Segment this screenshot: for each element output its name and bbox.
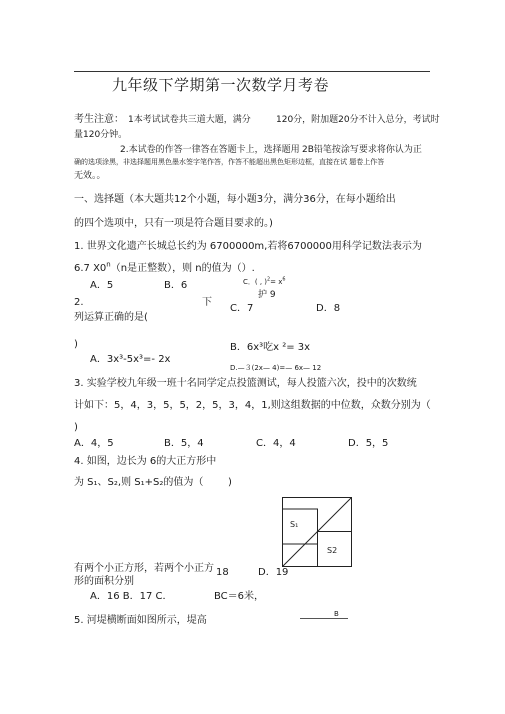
q4-stem-4: 形的面积分别 (74, 576, 134, 587)
q1-option-b: B．6 (164, 280, 188, 291)
q3-stem-2: 计如下：5，4，3，5，5，2，5，3，4，1,则这组数据的中位数，众数分别为（ (74, 400, 431, 411)
notice-item1-b: 120分，附加题20分不计入总分，考试时 (276, 115, 440, 125)
q5-stem: 5. 河堤横断面如图所示，堤高 (74, 615, 207, 626)
notice-item2-c: 确的选项涂黑，非选择题用黑色墨水签字笔作答，作答不能超出黑色矩形边框，直接在试 题卷上作答 (74, 158, 385, 166)
q2-option-a: A．3x³-5x³=- 2x (90, 354, 171, 365)
page-title: 九年级下学期第一次数学月考卷 (112, 76, 330, 94)
q3-option-c: C．4，4 (256, 438, 296, 449)
notice-label: 考生注意： (74, 114, 124, 125)
section1-heading-2: 的四个选项中，只有一项是符合题目要求的。) (74, 218, 273, 229)
answer-underline (300, 618, 348, 619)
q4-option-d: D．19 (258, 567, 289, 578)
q3-paren: ) (74, 422, 78, 433)
q2-option-d: D.—３(2x— 4)=— 6x— 12 (230, 364, 322, 372)
q2-option-b: B．6x³吃x ²= 3x (230, 342, 311, 353)
notice-item2-a: 2.本试卷的作答一律答在答题卡上，选择题用 (120, 145, 300, 155)
q4-mark: B (334, 610, 339, 618)
q4-paren: ) (228, 477, 232, 488)
q4-stem-3: 有两个小正方形，若两个小正方 (74, 563, 214, 574)
q1-stem-2: 6.7 X0$^n$（n是正整数），则 n的值为（）. (74, 260, 255, 274)
notice-item2-d: 无效。。 (74, 171, 106, 181)
q3-stem: 3. 实验学校九年级一班十名同学定点投篮测试，每人投篮六次，投中的次数统 (74, 378, 417, 389)
header-rule (74, 71, 430, 72)
q4-label-s2: S2 (327, 546, 338, 555)
q2-option-c-tail: 护 9 (258, 290, 276, 300)
q1-option-a: A．5 (90, 280, 114, 291)
q3-option-b: B．5，4 (164, 438, 204, 449)
section1-heading: 一、选择题（本大题共12个小题，每小题3分，满分36分，在每小题给出 (74, 194, 396, 205)
q3-option-d: D．5，5 (348, 438, 389, 449)
q1-option-c: C．7 (230, 303, 254, 314)
q4-figure (282, 497, 352, 567)
q2-stem: 列运算正确的是( (74, 312, 148, 323)
q2-paren: ) (74, 339, 78, 350)
q2-option-c: C．( , )$^2= x^6$ (243, 276, 286, 286)
notice-item1-c: 量120分钟。 (74, 130, 128, 140)
q3-option-a: A．4，5 (74, 438, 114, 449)
q4-label-s1: S₁ (290, 520, 299, 529)
q1-option-d: D．8 (316, 303, 341, 314)
q2-number: 2. (74, 297, 84, 308)
q4-stem-2: 为 S₁、S₂,则 S₁+S₂的值为（ (74, 477, 204, 488)
notice-item2-b: 2B铅笔按涂写要求将你认为正 (302, 145, 422, 155)
q4-stem: 4. 如图，边长为 6的大正方形中 (74, 456, 217, 467)
q4-option-mid: 18 (216, 567, 229, 578)
notice-item1-a: 1本考试试卷共三道大题，满分 (128, 115, 251, 125)
q4-bc-length: BC＝6米， (214, 591, 265, 602)
q4-options-abc: A．16 B．17 C． (90, 591, 173, 602)
q2-xia: 下 (202, 297, 212, 308)
q4-small-square-1 (283, 509, 318, 544)
q1-stem: 1. 世界文化遗产长城总长约为 6700000m,若将6700000用科学记数法表示为 (74, 241, 422, 252)
